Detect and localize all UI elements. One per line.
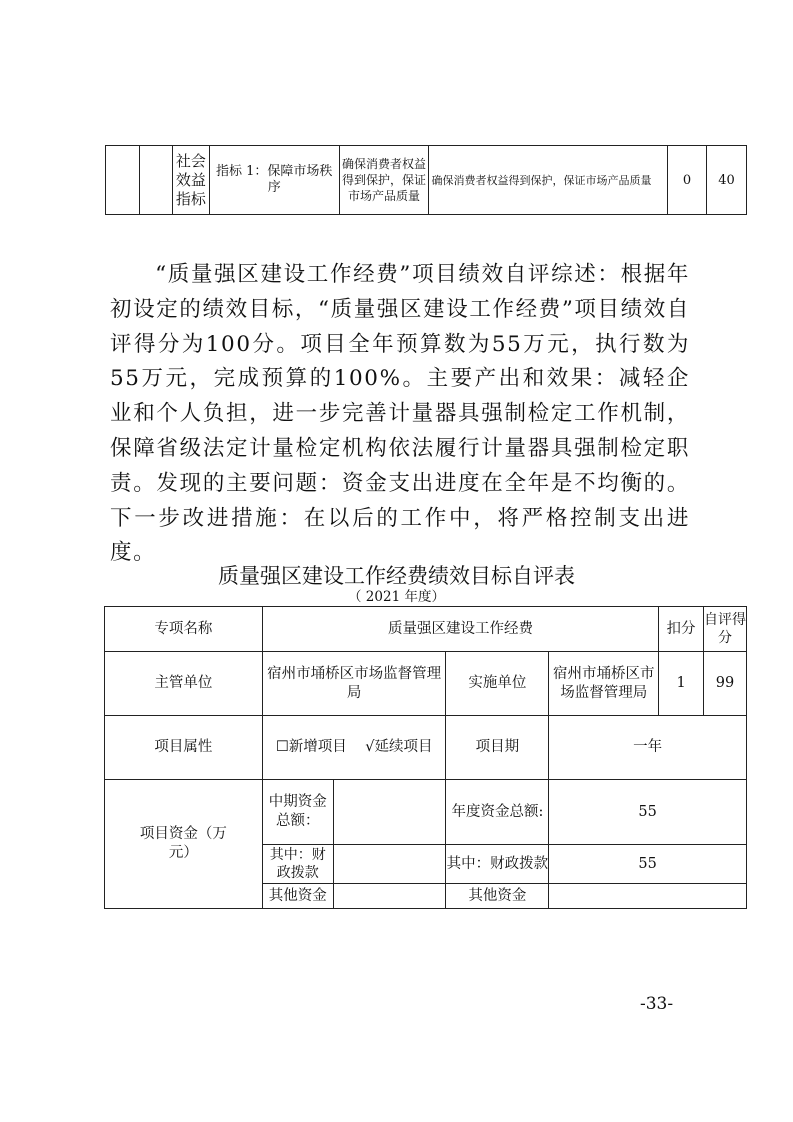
mid-term-total-label: 中期资金总额： — [262, 780, 333, 845]
project-name: 质量强区建设工作经费 — [262, 607, 658, 652]
deduction-label: 扣分 — [659, 607, 704, 652]
table-row — [106, 146, 747, 215]
target-value: 确保消费者权益得到保护，保证市场产品质量 — [339, 146, 429, 215]
evaluation-summary: “质量强区建设工作经费”项目绩效自评综述：根据年初设定的绩效目标，“质量强区建设工作经费”项目绩效自评得分为100分。项目全年预算数为55万元，执行数为55万元，完成预算的100%。主要产出和效果：减轻企业和个人负担，进一步完善计量器具强制检定工作机制，保障省级法定计量检定机构依法履行计量器具强制检定职责。发现的主要问题：资金支出进度在全年是不均衡的。下一步改进措施：在以后的工作中，将严格控制支出进度。 — [110, 262, 690, 566]
other-funds-value-left — [333, 884, 446, 909]
self-score-value: 99 — [704, 652, 747, 716]
period-value: 一年 — [549, 716, 747, 780]
attribute-options — [262, 716, 446, 780]
supervisor-value: 宿州市埇桥区市场监督管理局 — [262, 652, 446, 716]
score-value: 40 — [706, 146, 746, 215]
indicator-name: 指标 1：保障市场秩序 — [209, 146, 339, 215]
fiscal-label-right: 其中：财政拨款 — [446, 845, 549, 884]
mid-term-total-value — [333, 780, 446, 845]
period-label: 项目期 — [446, 716, 549, 780]
indicator-table-continuation — [105, 145, 747, 215]
checkbox-continued-project: √延续项目 — [365, 739, 433, 755]
table-row — [105, 607, 747, 652]
checkbox-new-project: ☐新增项目 — [275, 739, 347, 755]
deduction-value: 0 — [668, 146, 707, 215]
sheet-title: 质量强区建设工作经费绩效目标自评表 — [218, 564, 575, 588]
empty-cell — [106, 146, 140, 215]
implementer-value: 宿州市埇桥区市场监督管理局 — [549, 652, 659, 716]
annual-total-label: 年度资金总额: — [446, 780, 549, 845]
empty-cell — [139, 146, 172, 215]
fiscal-value-left — [333, 845, 446, 884]
annual-total-value: 55 — [549, 780, 747, 845]
project-name-label: 专项名称 — [105, 607, 263, 652]
table-row — [105, 780, 747, 845]
actual-value: 确保消费者权益得到保护，保证市场产品质量 — [429, 146, 668, 215]
page-number: -33- — [640, 994, 674, 1014]
supervisor-label: 主管单位 — [105, 652, 263, 716]
table-row — [105, 652, 747, 716]
self-score-label: 自评得分 — [704, 607, 747, 652]
indicator-category: 社会效益指标 — [172, 146, 209, 215]
self-evaluation-table — [104, 606, 747, 909]
attribute-label: 项目属性 — [105, 716, 263, 780]
fiscal-label-left: 其中：财政拨款 — [262, 845, 333, 884]
deduction-value: 1 — [659, 652, 704, 716]
other-funds-label-right: 其他资金 — [446, 884, 549, 909]
other-funds-label-left: 其他资金 — [262, 884, 333, 909]
table-row — [105, 716, 747, 780]
other-funds-value-right — [549, 884, 747, 909]
fiscal-value-right: 55 — [549, 845, 747, 884]
sheet-year: （ 2021 年度） — [348, 589, 445, 605]
implementer-label: 实施单位 — [446, 652, 549, 716]
funds-label: 项目资金（万元） — [105, 780, 263, 909]
